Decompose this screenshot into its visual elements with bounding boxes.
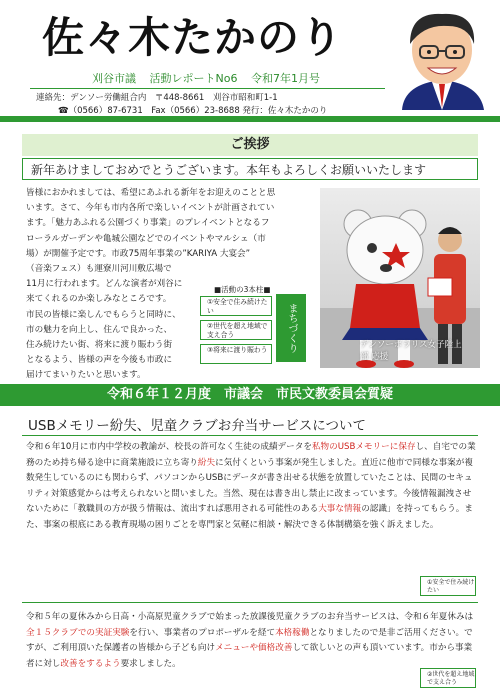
lunch-paragraph [26,610,476,672]
lunch-text: となりましたので是非ご活用ください。ですが、ご利用頂いた保護者の皆様から子ども向け [26,627,473,654]
subtitle-role: 刈谷市議 [92,72,136,85]
usb-text: に気付くという事案が発生しました。直近に他市で同様な事案が複数発生しているのにも関わらず、パソコンからUSBにデータが書き出せる状態を放置していたことは、民間のセキュリティ対策感覚からは考えられないと問いました。当然、現在は書き出し禁止に改まっています。今後情報漏洩させないために「教職員の方が扱う情報は、流出すれば悪用される可能性のある [26,457,473,515]
section-divider [22,602,478,603]
greeting-line: 届けてまいりたいと思います。 [26,370,146,381]
lunch-highlight: 本格稼働 [275,627,310,638]
lunch-text: を行い、事業者のプロポーザルを経て [129,627,276,638]
greeting-line: 住み続けたい街、将来に渡り賑わう街 [26,340,173,351]
greeting-heading: ご挨拶 [22,134,478,156]
contact-phone: ☎（0566）87-6731 Fax（0566）23-8688 発行：佐々木たかのり [58,106,328,116]
greeting-line: います。さて、今年も市内各所で楽しいイベントが計画されてい [26,203,275,214]
greeting-line: 市民の皆様に楽しんでもらうと同時に、 [26,309,181,320]
pillar-vitality: ③将来に渡り賑わう [200,344,272,364]
assembly-heading: 令和６年１２月度 市議会 市民文教委員会質疑 [0,384,500,406]
side-tag-safety: ①安全で住み続けたい [420,576,476,596]
pillar-community: ②世代を超え地域で支え合う [200,320,272,340]
side-tag-community: ②世代を超え地域で支え合う [420,668,476,688]
greeting-line: 市の魅力を向上し、住んで良かった、 [26,324,173,335]
pillar-safety: ①安全で住み続けたい [200,296,272,316]
top-accent-bar [0,116,500,122]
greeting-line: となるよう、皆様の声を今後も市政に [26,355,173,366]
lunch-text: して欲しいとの声も頂いています。市から事業者に対し [26,643,473,669]
header-divider [30,88,385,89]
greeting-line: ローラルガーデンや亀城公園などでのイベントやマルシェ（市 [26,233,266,244]
contact-info [36,92,327,118]
newsletter-subtitle [92,70,330,86]
usb-topic-title: USBメモリー紛失、児童クラブお弁当サービスについて [28,418,366,434]
lunch-text: 要求しました。 [120,658,181,669]
lunch-text: 令和５年の夏休みから日高・小高原児童クラブで始まった放課後児童クラブのお弁当サービスは、令和６年夏休みは [26,612,474,622]
lunch-highlight: 改善をするよう [60,658,121,669]
lunch-highlight: 全１５クラブでの実証実験 [26,627,130,638]
greeting-line: 場）が開催予定です。市政75周年事業の”KARIYA 大宴会” [26,248,251,259]
usb-text: 令和６年10月に市内中学校の教諭が、校長の許可なく生徒の成績データを [26,442,312,452]
lunch-highlight: メニューや価格改善 [215,643,293,654]
caricature-portrait [388,8,496,110]
photo-caption: デンソーボラリス女子陸上部 応援 [360,340,462,362]
greeting-line: 11月に行われます。どんな演者が刈谷に [26,279,183,290]
subtitle-date: 令和7年1月号 [250,72,320,85]
usb-title-underline [22,435,478,436]
contact-address: 連絡先：デンソー労働組合内 〒448-8661 刈谷市昭和町1-1 [36,93,278,103]
usb-highlight: 紛失 [197,457,216,468]
usb-text: し、自宅での業務のため持ち帰る途中に商業施設に立ち寄り [26,442,476,468]
usb-highlight: 大事な情報 [318,504,362,515]
usb-text: の認識」を持ってもらう。また、事案の根底にある教育現場の困りごとを専門家と気軽に相談・解決できる体制構築を強く訴えました。 [26,504,473,530]
greeting-line: ます。「魅力あふれる公園づくり事業」のプレイベントとなるフ [26,218,270,229]
pillars-label: ■活動の3本柱■ [214,285,271,294]
subtitle-issue: 活動レポートNo6 [149,72,238,85]
usb-highlight: 私物のUSBメモリーに保存 [311,442,416,452]
greeting-line: 来てくれるのか楽しみなところです。 [26,294,172,305]
greeting-line: 皆様におかれましては、希望にあふれる新年をお迎えのことと思 [26,188,276,198]
machizukuri-label: まちづくり [276,294,306,362]
newsletter-title: 佐々木たかのり [42,13,344,62]
greeting-line: （音楽フェス）も運寮川河川敷広場で [26,264,172,275]
new-year-banner: 新年あけましておめでとうございます。本年もよろしくお願いいたします [22,158,478,180]
usb-paragraph [26,440,476,534]
